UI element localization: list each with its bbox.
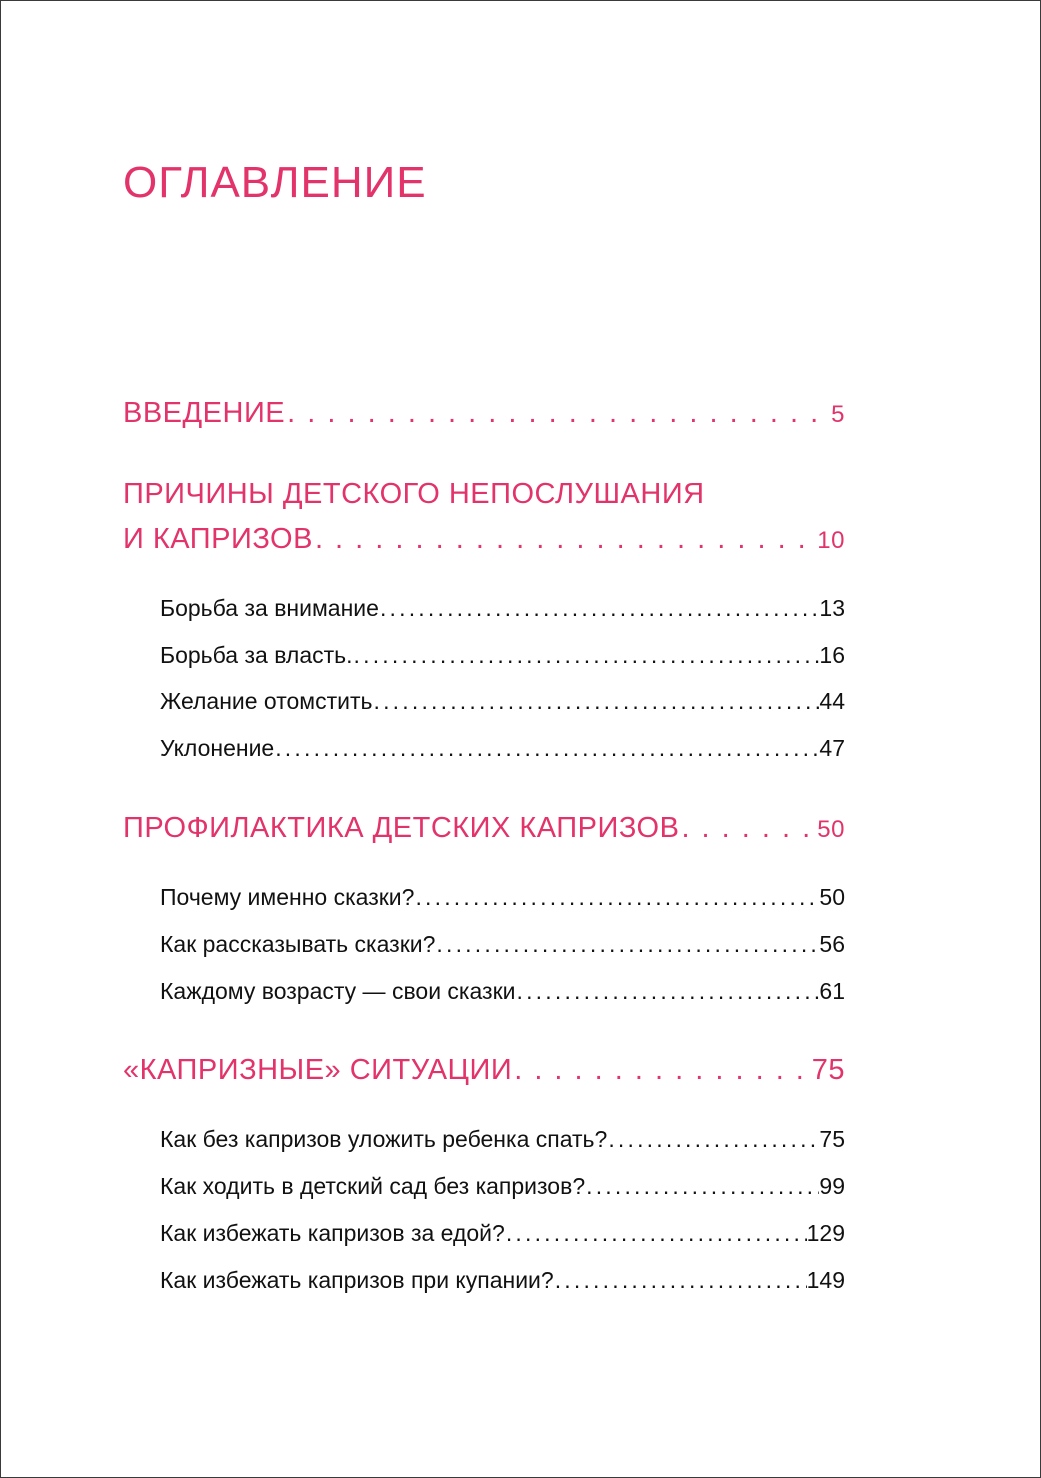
dot-leader (608, 1126, 819, 1153)
toc-section-prevention[interactable] (123, 812, 845, 845)
toc-page-number: 13 (819, 595, 845, 621)
toc-entry[interactable] (160, 1267, 845, 1294)
toc-page-number: 5 (831, 401, 845, 428)
toc-page-number: 50 (819, 884, 845, 910)
toc-page-number: 149 (806, 1267, 845, 1293)
toc-entry-title: Как избежать капризов при купании? (160, 1267, 554, 1293)
toc-entry-title: Почему именно сказки? (160, 884, 415, 910)
toc-entry-title: Как рассказывать сказки? (160, 931, 436, 957)
toc-page-number: 75 (811, 1054, 845, 1086)
toc-entry-title: Как избежать капризов за едой? (160, 1220, 505, 1246)
dot-leader (514, 1054, 809, 1087)
toc-page-number: 16 (819, 642, 845, 668)
toc-page-number: 75 (819, 1126, 845, 1152)
toc-page-number: 56 (819, 931, 845, 957)
toc-entry-title: Борьба за внимание (160, 595, 379, 621)
toc-entry[interactable] (160, 735, 845, 762)
toc-section-causes[interactable] (123, 523, 845, 556)
toc-page-number: 61 (819, 978, 845, 1004)
toc-entry[interactable] (160, 931, 845, 958)
dot-leader (374, 688, 820, 715)
toc-entry[interactable] (160, 688, 845, 715)
dot-leader (436, 931, 819, 958)
dot-leader (555, 1267, 807, 1294)
toc-entry-title: Каждому возрасту — свои сказки (160, 978, 516, 1004)
toc-entry-title: «КАПРИЗНЫЕ» СИТУАЦИИ (123, 1054, 513, 1086)
toc-entry[interactable] (160, 884, 845, 911)
toc-page-number: 50 (817, 816, 845, 843)
toc-entry-title: ВВЕДЕНИЕ (123, 397, 286, 429)
toc-page-number: 47 (819, 735, 845, 761)
toc-entry[interactable] (160, 978, 845, 1005)
toc-section-situations[interactable] (123, 1054, 845, 1087)
toc-entry-title: Желание отомстить (160, 688, 373, 714)
dot-leader (380, 595, 819, 622)
toc-entry[interactable] (160, 595, 845, 622)
toc-entry[interactable] (160, 1220, 845, 1247)
dot-leader (315, 523, 814, 556)
toc-entry-title: И КАПРИЗОВ (123, 523, 313, 555)
toc-entry-title: Как ходить в детский сад без капризов? (160, 1173, 586, 1199)
toc-page-number: 99 (819, 1173, 845, 1199)
dot-leader (354, 642, 820, 669)
toc-section-causes-line1[interactable]: ПРИЧИНЫ ДЕТСКОГО НЕПОСЛУШАНИЯ (123, 478, 705, 510)
toc-entry[interactable] (160, 1126, 845, 1153)
dot-leader (506, 1220, 807, 1247)
dot-leader (681, 812, 814, 845)
dot-leader (586, 1173, 819, 1200)
toc-entry-title: Как без капризов уложить ребенка спать? (160, 1126, 608, 1152)
toc-page-number: 44 (819, 688, 845, 714)
dot-leader (517, 978, 820, 1005)
toc-section-introduction[interactable] (123, 397, 845, 430)
toc-entry-title: ПРОФИЛАКТИКА ДЕТСКИХ КАПРИЗОВ (123, 812, 680, 844)
toc-page-number: 10 (817, 527, 845, 554)
dot-leader (415, 884, 819, 911)
toc-entry[interactable] (160, 642, 845, 669)
toc-page-number: 129 (806, 1220, 845, 1246)
dot-leader (275, 735, 819, 762)
dot-leader (287, 397, 828, 430)
toc-entry[interactable] (160, 1173, 845, 1200)
toc-entry-title: Борьба за власть. (160, 642, 353, 668)
page-title: ОГЛАВЛЕНИЕ (123, 158, 427, 207)
toc-entry-title: Уклонение (160, 735, 275, 761)
